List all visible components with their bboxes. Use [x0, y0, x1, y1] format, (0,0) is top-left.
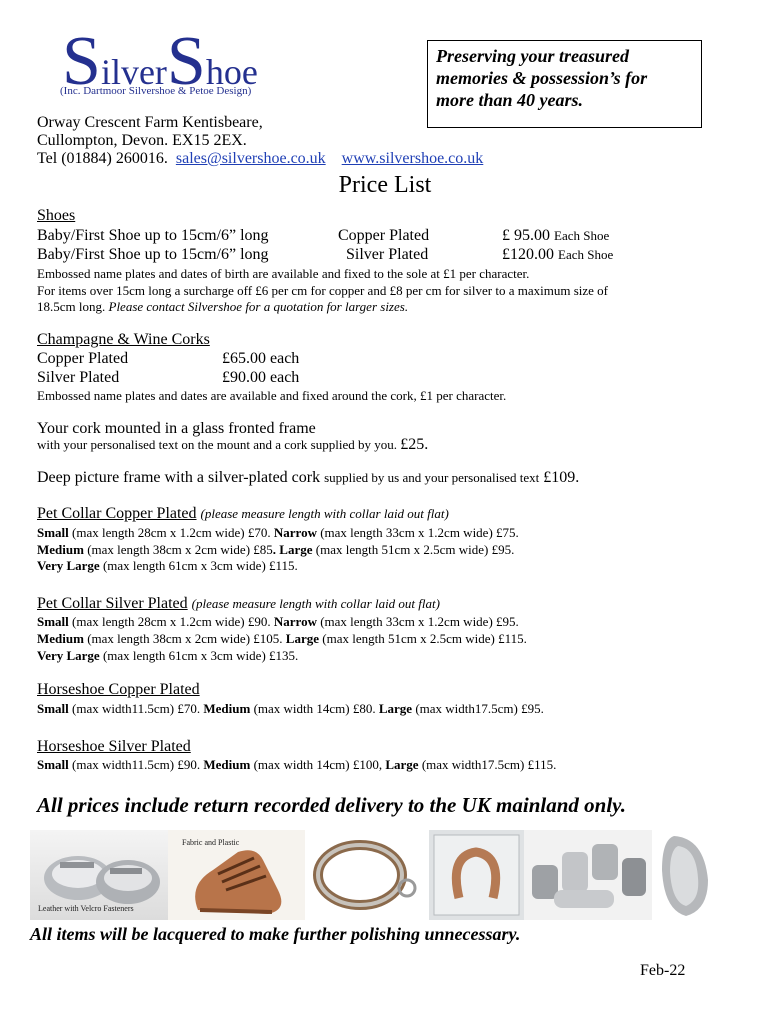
telephone: Tel (01884) 260016.: [37, 150, 168, 167]
shoe-price: £ 95.00: [502, 227, 550, 244]
cork-finish: Silver Plated: [37, 369, 120, 386]
collar-image: [305, 830, 429, 920]
address-line: Orway Crescent Farm Kentisbeare,: [37, 114, 263, 131]
horseshoe-image: [429, 830, 524, 920]
shoes-note: 18.5cm long.: [37, 299, 106, 314]
collar-silver-heading: Pet Collar Silver Plated: [37, 595, 188, 612]
horseshoe-copper-line: Small (max width11.5cm) £70. Medium (max width 14cm) £80. Large (max width17.5cm) £95.: [37, 701, 544, 716]
shoes-contact-note: Please contact Silvershoe for a quotation for larger sizes.: [108, 299, 409, 314]
lacquer-statement: All items will be lacquered to make further polishing unnecessary.: [30, 924, 521, 944]
deep-frame-text: supplied by us and your personalised text: [324, 470, 540, 485]
address-line: Cullompton, Devon. EX15 2EX.: [37, 132, 247, 149]
cork-finish: Copper Plated: [37, 350, 129, 367]
shoe-unit: Each Shoe: [554, 228, 610, 243]
contact-line: [37, 150, 483, 168]
email-link[interactable]: sales@silvershoe.co.uk: [175, 150, 326, 167]
shoes-heading: Shoes: [37, 207, 76, 224]
frame-text: with your personalised text on the mount and a cork supplied by you.: [37, 437, 397, 452]
cork-price: £90.00 each: [222, 369, 300, 386]
shoe-price: £120.00: [502, 246, 554, 263]
shoe-item: Baby/First Shoe up to 15cm/6” long: [37, 246, 269, 263]
website-link[interactable]: www.silvershoe.co.uk: [341, 150, 484, 167]
shoes-note: For items over 15cm long a surcharge off £6 per cm for copper and £8 per cm for silver to a maximum size of: [37, 283, 608, 298]
collar-silver-line: Medium (max length 38cm x 2cm wide) £105. Large (max length 51cm x 2.5cm wide) £115.: [37, 631, 527, 646]
document-date: Feb-22: [640, 962, 686, 979]
silvershoe-logo: [60, 23, 287, 105]
logo-letter-s1: S: [62, 23, 101, 100]
collar-copper-line: Medium (max length 38cm x 2cm wide) £85. Large (max length 51cm x 2.5cm wide) £95.: [37, 542, 515, 557]
corks-heading: Champagne & Wine Corks: [37, 331, 210, 348]
silver-sole-image: [652, 830, 720, 920]
photo-caption: Leather with Velcro Fasteners: [38, 904, 134, 913]
horseshoe-copper-heading: Horseshoe Copper Plated: [37, 681, 200, 698]
address-block: [37, 114, 483, 168]
photo-sole: [652, 830, 720, 920]
frame-price: £25.: [400, 436, 429, 453]
photo-baby-shoes: [30, 830, 168, 920]
delivery-statement: All prices include return recorded delivery to the UK mainland only.: [37, 793, 626, 817]
logo-subtitle: (Inc. Dartmoor Silvershoe & Petoe Design): [60, 85, 252, 97]
corks-image: [524, 830, 652, 920]
frame-heading: Your cork mounted in a glass fronted frame: [37, 420, 316, 437]
photo-silver-corks: [524, 830, 652, 920]
photo-pet-collar: [305, 830, 429, 920]
horseshoe-silver-heading: Horseshoe Silver Plated: [37, 738, 191, 755]
page-title: Price List: [338, 172, 432, 198]
collar-copper-line: Small (max length 28cm x 1.2cm wide) £70. Narrow (max length 33cm x 1.2cm wide) £75.: [37, 525, 519, 540]
shoe-finish: Copper Plated: [338, 227, 430, 244]
photo-copper-shoe: [168, 830, 305, 920]
tagline-line: more than 40 years.: [436, 90, 584, 110]
collar-measure-note: (please measure length with collar laid out flat): [200, 506, 449, 521]
collar-silver-line: Very Large (max length 61cm x 3cm wide) £135.: [37, 648, 299, 663]
cork-price: £65.00 each: [222, 350, 300, 367]
tagline-line: Preserving your treasured: [436, 46, 629, 66]
shoes-note: Embossed name plates and dates of birth are available and fixed to the sole at £1 per character.: [37, 266, 530, 281]
collar-silver-line: Small (max length 28cm x 1.2cm wide) £90. Narrow (max length 33cm x 1.2cm wide) £95.: [37, 614, 519, 629]
tagline-line: memories & possession’s for: [436, 68, 648, 88]
collar-copper-heading: Pet Collar Copper Plated: [37, 505, 197, 522]
horseshoe-silver-line: Small (max width11.5cm) £90. Medium (max width 14cm) £100, Large (max width17.5cm) £115.: [37, 757, 557, 772]
photo-horseshoe-frame: [429, 830, 524, 920]
deep-frame-price: £109.: [543, 469, 580, 486]
shoe-finish: Silver Plated: [346, 246, 429, 263]
logo-text-ilver: ilver: [100, 52, 167, 92]
shoe-unit: Each Shoe: [558, 247, 614, 262]
photo-caption: Fabric and Plastic: [182, 838, 240, 847]
deep-frame-heading: Deep picture frame with a silver-plated cork: [37, 469, 321, 486]
shoe-item: Baby/First Shoe up to 15cm/6” long: [37, 227, 269, 244]
logo-text-hoe: hoe: [205, 52, 258, 92]
collar-copper-line: Very Large (max length 61cm x 3cm wide) £115.: [37, 558, 298, 573]
collar-measure-note: (please measure length with collar laid out flat): [191, 596, 440, 611]
corks-note: Embossed name plates and dates are available and fixed around the cork, £1 per character.: [37, 388, 507, 403]
logo-letter-s2: S: [166, 23, 206, 100]
